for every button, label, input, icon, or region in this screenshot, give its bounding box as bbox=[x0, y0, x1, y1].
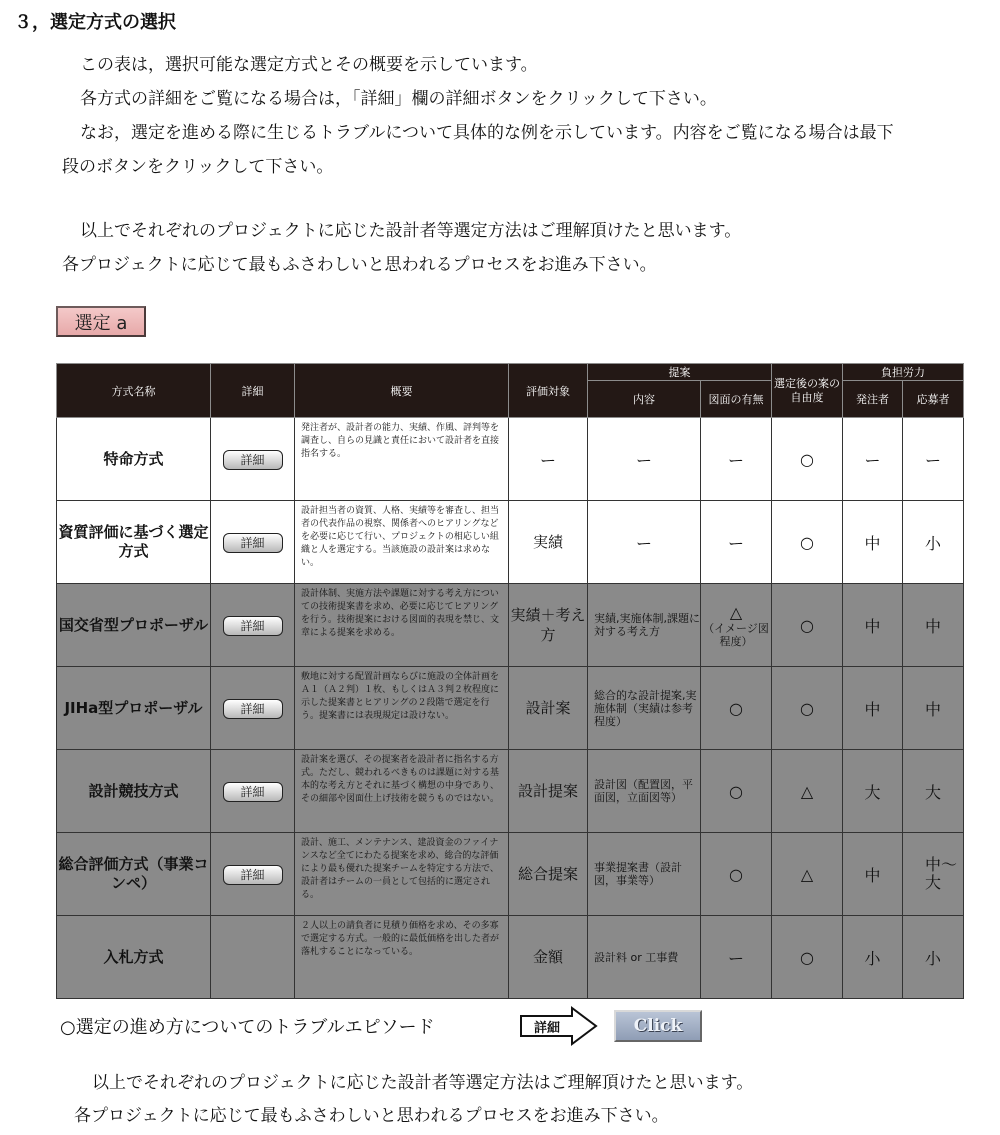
proposal-content: 総合的な設計提案,実施体制（実績は参考程度） bbox=[588, 667, 701, 750]
proposal-content: 設計図（配置図，平面図，立面図等） bbox=[588, 750, 701, 833]
detail-button[interactable]: 詳細 bbox=[223, 616, 283, 636]
intro-paragraph-5: 以上でそれぞれのプロジェクトに応じた設計者等選定方法はご理解頂けたと思います。 bbox=[80, 221, 742, 241]
header-method: 方式名称 bbox=[57, 364, 211, 418]
header-content: 内容 bbox=[588, 381, 701, 418]
trouble-episode-label: ○選定の進め方についてのトラブルエピソード bbox=[60, 1017, 435, 1038]
detail-button[interactable]: 詳細 bbox=[223, 865, 283, 885]
freedom-level: ○ bbox=[772, 501, 843, 584]
method-summary: 設計担当者の資質、人格、実績等を審査し、担当者の代表作品の視察、関係者へのヒアリングなどを必要に応じて行い、プロジェクトの相応しい組織と人を選定する。当該施設の設計案は求めない。 bbox=[295, 501, 509, 584]
intro-paragraph-6: 各プロジェクトに応じて最もふさわしいと思われるプロセスをお進み下さい。 bbox=[62, 255, 657, 275]
click-button[interactable] bbox=[614, 1010, 702, 1042]
proposal-content: 実績,実施体制,課題に対する考え方 bbox=[588, 584, 701, 667]
intro-paragraph-2: 各方式の詳細をご覧になる場合は，「詳細」欄の詳細ボタンをクリックして下さい。 bbox=[80, 89, 717, 109]
method-name: 資質評価に基づく選定方式 bbox=[57, 501, 211, 584]
freedom-level: ○ bbox=[772, 667, 843, 750]
client-burden: 大 bbox=[843, 750, 903, 833]
drawing-symbol: △ bbox=[729, 602, 743, 622]
detail-arrow-button[interactable] bbox=[520, 1006, 598, 1046]
header-burden: 負担労力 bbox=[843, 364, 964, 381]
detail-cell bbox=[211, 667, 295, 750]
detail-button[interactable]: 詳細 bbox=[223, 699, 283, 719]
section-heading: ３，選定方式の選択 bbox=[14, 12, 176, 33]
method-name: 入札方式 bbox=[57, 916, 211, 999]
client-burden: 中 bbox=[843, 833, 903, 916]
header-drawing: 図面の有無 bbox=[701, 381, 772, 418]
detail-button[interactable]: 詳細 bbox=[223, 450, 283, 470]
table-row bbox=[57, 916, 964, 999]
header-proposal: 提案 bbox=[588, 364, 772, 381]
table-row bbox=[57, 667, 964, 750]
evaluation-target: 設計案 bbox=[509, 667, 588, 750]
method-name: JIHa型プロポーザル bbox=[57, 667, 211, 750]
client-burden: ー bbox=[843, 418, 903, 501]
freedom-level: ○ bbox=[772, 584, 843, 667]
drawing-presence bbox=[701, 584, 772, 667]
proposal-content: ー bbox=[588, 418, 701, 501]
drawing-note: （イメージ図程度） bbox=[703, 621, 769, 648]
detail-cell bbox=[211, 501, 295, 584]
method-summary: 設計、施工、メンテナンス、建設資金のファイナンスなど全てにわたる提案を求め、総合的な評価により最も優れた提案チームを特定する方法で、設計者はチームの一員として包括的に選定される。 bbox=[295, 833, 509, 916]
freedom-level: △ bbox=[772, 833, 843, 916]
method-summary: 設計体制、実施方法や課題に対する考え方についての技術提案書を求め、必要に応じてヒアリングを行う。技術提案における図面的表現を禁じ、文章による提案を求める。 bbox=[295, 584, 509, 667]
method-name: 設計競技方式 bbox=[57, 750, 211, 833]
drawing-presence: ー bbox=[701, 916, 772, 999]
intro-paragraph-4: 段のボタンをクリックして下さい。 bbox=[62, 157, 334, 177]
detail-button[interactable]: 詳細 bbox=[223, 782, 283, 802]
client-burden: 中 bbox=[843, 584, 903, 667]
method-name: 国交省型プロポーザル bbox=[57, 584, 211, 667]
detail-cell bbox=[211, 833, 295, 916]
client-burden: 中 bbox=[843, 667, 903, 750]
click-label: Click bbox=[633, 1016, 683, 1036]
arrow-label: 詳細 bbox=[534, 1021, 561, 1036]
header-applicant: 応募者 bbox=[903, 381, 964, 418]
detail-cell bbox=[211, 916, 295, 999]
detail-cell bbox=[211, 418, 295, 501]
detail-button[interactable]: 詳細 bbox=[223, 533, 283, 553]
outro-paragraph-1: 以上でそれぞれのプロジェクトに応じた設計者等選定方法はご理解頂けたと思います。 bbox=[92, 1073, 754, 1093]
evaluation-target: 金額 bbox=[509, 916, 588, 999]
proposal-content: ー bbox=[588, 501, 701, 584]
method-summary: 敷地に対する配置計画ならびに施設の全体計画をＡ１（Ａ２判）１枚、もしくはＡ３判２枚程度に示した提案書とヒアリングの２段階で選定を行う。提案書には表現規定は設けない。 bbox=[295, 667, 509, 750]
proposal-content: 事業提案書（設計図，事業等） bbox=[588, 833, 701, 916]
applicant-burden: 小 bbox=[903, 501, 964, 584]
method-name: 総合評価方式（事業コンペ） bbox=[57, 833, 211, 916]
method-summary: ２人以上の請負者に見積り価格を求め、その多寡で選定する方式。一般的に最低価格を出した者が落札することになっている。 bbox=[295, 916, 509, 999]
selection-method-table bbox=[56, 363, 964, 999]
client-burden: 小 bbox=[843, 916, 903, 999]
freedom-level: ○ bbox=[772, 916, 843, 999]
applicant-burden: 中〜大 bbox=[903, 833, 964, 916]
header-detail: 詳細 bbox=[211, 364, 295, 418]
table-row bbox=[57, 584, 964, 667]
evaluation-target: 実績＋考え方 bbox=[509, 584, 588, 667]
drawing-presence: ー bbox=[701, 501, 772, 584]
applicant-burden: 中 bbox=[903, 584, 964, 667]
intro-paragraph-1: この表は，選択可能な選定方式とその概要を示しています。 bbox=[80, 55, 538, 75]
header-evaluation: 評価対象 bbox=[509, 364, 588, 418]
evaluation-target: ー bbox=[509, 418, 588, 501]
header-summary: 概要 bbox=[295, 364, 509, 418]
method-summary: 発注者が、設計者の能力、実績、作風、評判等を調査し、自らの見識と責任において設計者を直接指名する。 bbox=[295, 418, 509, 501]
evaluation-target: 総合提案 bbox=[509, 833, 588, 916]
applicant-burden: 中 bbox=[903, 667, 964, 750]
method-summary: 設計案を選び、その提案者を設計者に指名する方式。ただし、競われるべきものは課題に対する基本的な考え方とそれに基づく構想の中身であり、その細部や図面仕上げ技術を競うものではない。 bbox=[295, 750, 509, 833]
evaluation-target: 実績 bbox=[509, 501, 588, 584]
drawing-presence: ○ bbox=[701, 833, 772, 916]
freedom-level: ○ bbox=[772, 418, 843, 501]
drawing-presence: ○ bbox=[701, 667, 772, 750]
applicant-burden: 大 bbox=[903, 750, 964, 833]
header-freedom: 選定後の案の自由度 bbox=[772, 364, 843, 418]
intro-paragraph-3: なお，選定を進める際に生じるトラブルについて具体的な例を示しています。内容をご覧になる場合は最下 bbox=[80, 123, 894, 143]
client-burden: 中 bbox=[843, 501, 903, 584]
drawing-presence: ○ bbox=[701, 750, 772, 833]
evaluation-target: 設計提案 bbox=[509, 750, 588, 833]
header-client: 発注者 bbox=[843, 381, 903, 418]
outro-paragraph-2: 各プロジェクトに応じて最もふさわしいと思われるプロセスをお進み下さい。 bbox=[74, 1106, 669, 1126]
sentaku-a-button[interactable]: 選定 a bbox=[56, 306, 146, 337]
applicant-burden: ー bbox=[903, 418, 964, 501]
drawing-presence: ー bbox=[701, 418, 772, 501]
detail-cell bbox=[211, 750, 295, 833]
method-name: 特命方式 bbox=[57, 418, 211, 501]
proposal-content: 設計料 or 工事費 bbox=[588, 916, 701, 999]
table-row bbox=[57, 418, 964, 501]
table-row bbox=[57, 833, 964, 916]
freedom-level: △ bbox=[772, 750, 843, 833]
applicant-burden: 小 bbox=[903, 916, 964, 999]
table-row bbox=[57, 501, 964, 584]
detail-cell bbox=[211, 584, 295, 667]
table-row bbox=[57, 750, 964, 833]
